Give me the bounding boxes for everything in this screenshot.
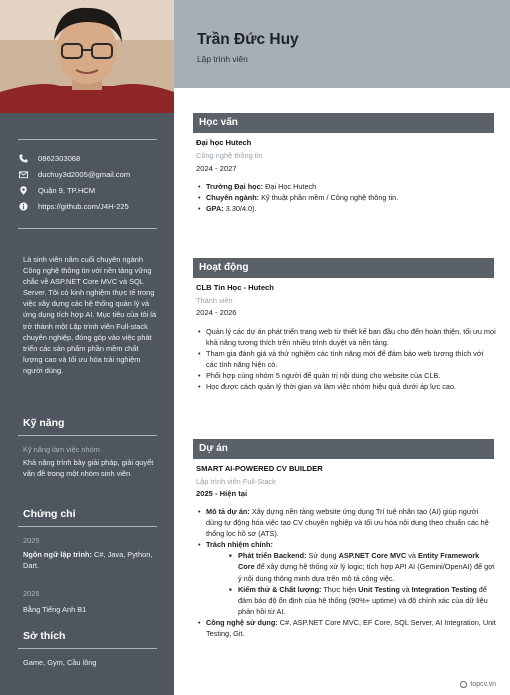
list-item [196, 617, 496, 639]
contact-list [18, 150, 168, 214]
detail-label: Trách nhiệm chính: [206, 540, 273, 550]
divider [18, 435, 157, 436]
major-name: Công nghệ thông tin [196, 151, 263, 160]
list-item [196, 506, 496, 539]
contact-phone [18, 150, 168, 166]
summary-text: Là sinh viên năm cuối chuyên ngành Công nghệ thông tin với nền tảng vững chắc về ASP.NET Core MVC và SQL Server. Tôi có kinh nghiệm thực tế trong việc xây dựng các hệ thống quản lý và ứng dụng tích hợp AI. Mục tiêu của tôi là trở thành một Lập trình viên Full-stack chuyên nghiệp, đóng góp vào việc phát triển các sản phẩm phần mềm chất lượng cao và tối ưu hóa trải nghiệm người dùng. [23, 255, 157, 375]
divider [18, 648, 157, 649]
certificate-text [23, 549, 159, 571]
hobbies-text: Game, Gym, Cầu lông [23, 658, 97, 667]
responsibility-list [206, 550, 496, 617]
education-dates: 2024 - 2027 [196, 164, 237, 173]
github-link: https://github.com/J4H-225 [38, 201, 129, 211]
detail-label: Công nghệ sử dụng: [206, 617, 278, 627]
project-dates: 2025 - Hiện tại [196, 489, 248, 498]
location-icon [18, 185, 28, 195]
education-heading: Học vấn [193, 113, 494, 133]
list-item [196, 203, 496, 214]
sidebar [0, 0, 174, 695]
projects-heading: Dự án [193, 439, 494, 459]
detail-keyword: Entity Framework Core [238, 551, 480, 572]
list-item [196, 192, 496, 203]
detail-keyword: Unit Testing [358, 584, 400, 594]
detail-keyword: ASP.NET Core MVC [338, 551, 407, 561]
profile-photo [0, 0, 174, 113]
contact-address [18, 182, 168, 198]
skill-description: Khả năng trình bày giải pháp, giải quyết vấn đề trong một nhóm sinh viên [23, 458, 154, 478]
list-item: • Phối hợp cùng nhóm 5 người để quản trị nội dung cho website của CLB. [196, 370, 496, 381]
certificates-heading: Chứng chỉ [23, 508, 76, 520]
certificate-value: C#, Java, Python, Dart. [23, 550, 153, 570]
hobbies-heading: Sở thích [23, 630, 66, 642]
detail-value: C#, ASP.NET Core MVC, EF Core, SQL Server, AI Integration, Unit Testing, Git. [206, 617, 496, 639]
school-name: Đại học Hutech [196, 138, 252, 147]
education-details [196, 181, 496, 214]
project-title: SMART AI-POWERED CV BUILDER [196, 464, 323, 473]
list-item [228, 584, 496, 617]
activity-position: Thành viên [196, 296, 233, 305]
list-item: • Học được cách quản lý thời gian và làm việc nhóm hiệu quả dưới áp lực cao. [196, 381, 496, 392]
project-details [196, 506, 496, 639]
detail-label: Mô tả dự án: [206, 507, 250, 516]
contact-email[interactable] [18, 166, 168, 182]
certificate-year: 2025 [23, 536, 40, 545]
certificate-text: Bằng Tiếng Anh B1 [23, 605, 87, 614]
detail-label: Trường Đại học: [206, 182, 264, 191]
detail-keyword: Integration Testing [411, 584, 477, 594]
address-text: Quận 9, TP.HCM [38, 185, 96, 195]
phone-text: 0862303068 [38, 153, 81, 163]
divider [18, 526, 157, 527]
certificate-year: 2026 [23, 589, 40, 598]
detail-value: và [399, 584, 412, 594]
detail-value: Sử dụng [306, 551, 339, 561]
watermark-text: topcv.vn [470, 681, 496, 688]
detail-label: Kiểm thử & Chất lượng: [238, 584, 322, 594]
detail-value: để xây dựng hệ thống xử lý logic; tích hợp API AI (Gemini/OpenAI) để gợi ý nội dung thông minh dựa trên mô tả công việc. [238, 562, 495, 583]
detail-value: 3.30/4.0). [223, 204, 257, 214]
topcv-logo-icon [460, 681, 467, 688]
project-role: Lập trình viên Full-Stack [196, 477, 276, 486]
candidate-name: Trần Đức Huy [197, 31, 299, 48]
divider [18, 228, 157, 229]
skills-heading: Kỹ năng [23, 417, 65, 429]
activity-details [196, 326, 496, 393]
watermark [460, 681, 496, 688]
contact-github[interactable] [18, 198, 168, 214]
list-item: • Quản lý các dự án phát triển trang web từ thiết kế ban đầu cho đến hoàn thiện, tối ưu mọi khả năng tương thích trên nhiều trình duyệt và nền tảng. [196, 326, 496, 348]
phone-icon [18, 153, 28, 163]
skill-name: Kỹ năng làm việc nhóm [23, 445, 100, 454]
detail-value: Xây dựng nền tảng website ứng dụng Trí tuệ nhân tạo (AI) giúp người dùng tự động hóa việc tạo CV chuyên nghiệp và tối ưu hóa nội dung theo chuẩn các hệ thống lọc hồ sơ (ATS). [206, 507, 489, 539]
organization-name: CLB Tin Học - Hutech [196, 283, 274, 292]
info-icon [18, 201, 28, 211]
detail-label: Chuyên ngành: [206, 193, 260, 203]
list-item [228, 550, 496, 583]
detail-value: Đại Học Hutech [263, 182, 317, 191]
detail-label: Phát triển Backend: [238, 551, 307, 561]
activity-dates: 2024 - 2026 [196, 308, 237, 317]
detail-value: và [406, 551, 418, 561]
divider [18, 139, 157, 140]
detail-label: GPA: [206, 204, 224, 214]
list-item [196, 539, 496, 617]
detail-value: để đảm bảo độ ổn định của hệ thống (90%+ uptime) và độ chính xác của dữ liệu phản hồi từ AI. [238, 584, 488, 616]
list-item [196, 181, 496, 192]
detail-value: Thực hiện [321, 584, 359, 594]
list-item: • Tham gia đánh giá và thử nghiệm các tính năng mới để đảm bảo web tương thích với các tính năng hiện có. [196, 348, 496, 370]
activities-heading: Hoạt động [193, 258, 494, 278]
candidate-role: Lập trình viên [197, 54, 248, 64]
email-text: duchuy3d2005@gmail.com [38, 169, 131, 179]
detail-value: Kỹ thuật phần mềm / Công nghệ thông tin. [259, 193, 399, 203]
certificate-label: Ngôn ngữ lập trình: [23, 550, 92, 559]
email-icon [18, 169, 28, 179]
